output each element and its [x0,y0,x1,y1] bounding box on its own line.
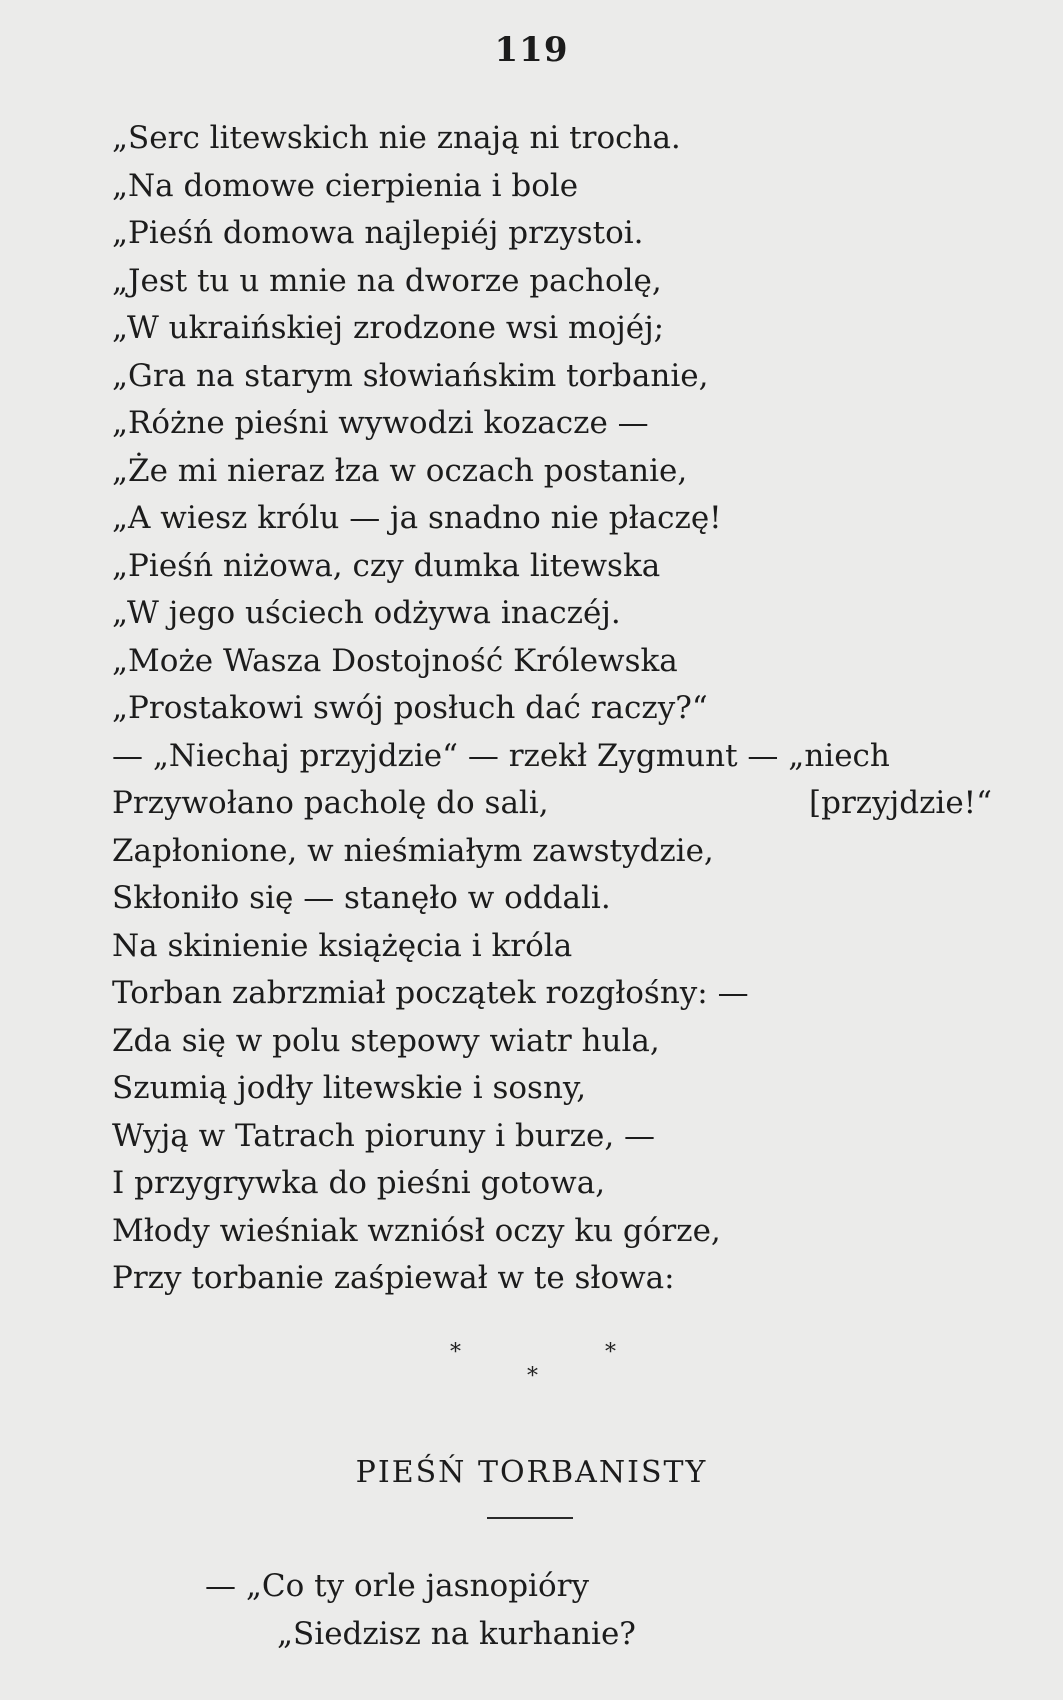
poem-stanza [112,115,992,1303]
verse-line: „Serc litewskich nie znają ni trocha. [112,120,681,156]
verse-line: Szumią jodły litewskie i sosny, [112,1070,587,1106]
verse-line: I przygrywka do pieśni gotowa, [112,1165,606,1201]
asterisk-bottom: * [527,1364,538,1389]
verse-line: „Siedzisz na kurhanie? [277,1615,636,1652]
verse-line: „Różne pieśni wywodzi kozacze — [112,405,649,441]
verse-line: Na skinienie książęcia i króla [112,927,573,964]
asterisk-right: * [605,1340,616,1365]
verse-line: Torban zabrzmiał początek rozgłośny: — [112,975,749,1011]
verse-line: Skłoniło się — stanęło w oddali. [112,880,611,916]
verse-line: „Na domowe cierpienia i bole [112,167,579,204]
verse-line: Przywołano pacholę do sali, [przyjdzie!“ [112,780,992,828]
song-title: PIEŚŃ TORBANISTY [355,1455,708,1490]
verse-line-runover: [przyjdzie!“ [809,785,992,821]
verse-line: „Gra na starym słowiańskim torbanie, [112,357,709,394]
verse-line: Młody wieśniak wzniósł oczy ku górze, [112,1212,721,1249]
verse-line: — „Co ty orle jasnopióry [205,1568,589,1604]
verse-line: „Jest tu u mnie na dworze pacholę, [112,262,662,299]
verse-line: „Że mi nieraz łza w oczach postanie, [112,452,688,489]
title-rule [487,1517,573,1519]
verse-line: Zapłonione, w nieśmiałym zawstydzie, [112,832,714,869]
verse-line: „Pieśń domowa najlepiéj przystoi. [112,215,644,251]
page-number: 119 [494,30,569,70]
verse-line: — „Niechaj przyjdzie“ — rzekł Zygmunt — „niech [112,737,890,774]
asterisk-left: * [450,1340,461,1365]
verse-line: „W ukraińskiej zrodzone wsi mojéj; [112,310,665,346]
verse-line: Zda się w polu stepowy wiatr hula, [112,1022,660,1059]
verse-line: Przy torbanie zaśpiewał w te słowa: [112,1260,675,1296]
verse-line: „W jego uściech odżywa inaczéj. [112,595,621,631]
verse-line: „Może Wasza Dostojność Królewska [112,642,678,679]
song-stanza [205,1563,636,1658]
verse-line: „A wiesz królu — ja snadno nie płaczę! [112,500,722,536]
verse-line: Wyją w Tatrach pioruny i burze, — [112,1117,656,1154]
verse-line: „Pieśń niżowa, czy dumka litewska [112,547,661,584]
verse-line: „Prostakowi swój posłuch dać raczy?“ [112,690,708,726]
